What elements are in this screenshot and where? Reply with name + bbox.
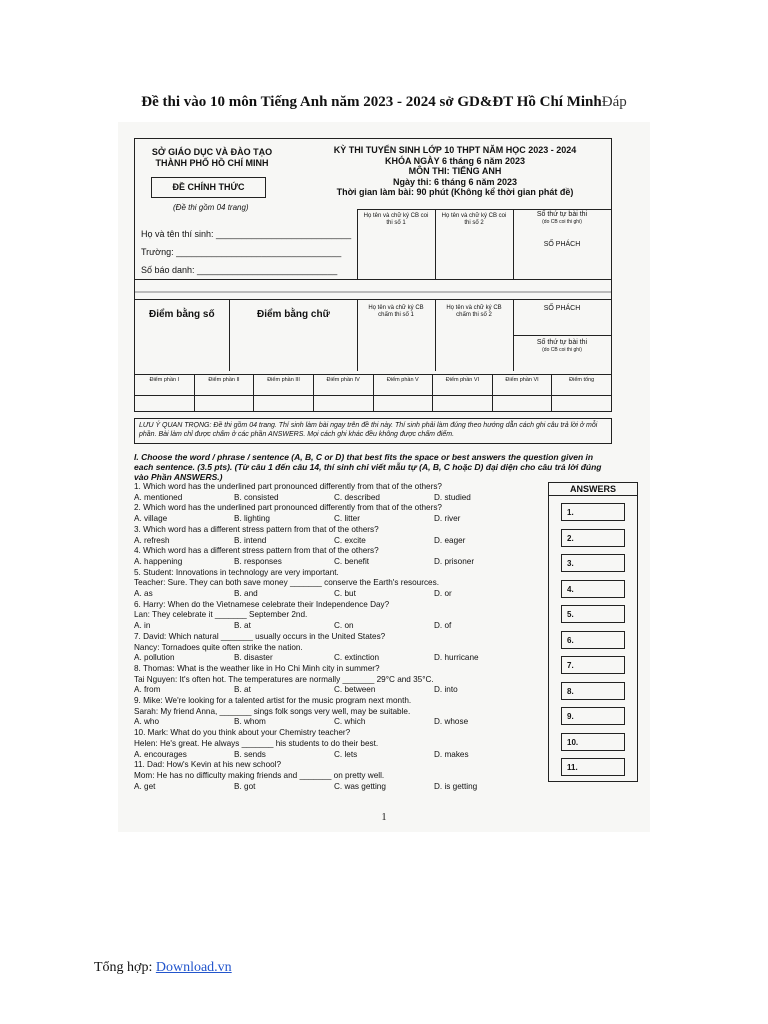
answer-option: C. lets bbox=[334, 749, 358, 759]
answer-option: A. from bbox=[134, 685, 161, 695]
answer-option: A. refresh bbox=[134, 535, 170, 545]
answers-title: ANSWERS bbox=[549, 483, 637, 496]
answer-option: D. whose bbox=[434, 717, 469, 727]
pages-note: (Đề thi gồm 04 trang) bbox=[173, 203, 249, 212]
question-item bbox=[134, 632, 534, 664]
answer-options bbox=[134, 685, 534, 696]
footer-source: Tổng hợp: Download.vn bbox=[94, 960, 232, 975]
answer-option: D. river bbox=[434, 514, 461, 524]
question-item bbox=[134, 696, 534, 728]
question-item bbox=[134, 600, 534, 632]
score-cell: Điểm phần V bbox=[374, 375, 434, 411]
question-item bbox=[134, 546, 534, 567]
score-table bbox=[134, 374, 612, 412]
answer-options bbox=[134, 589, 534, 600]
answer-option: D. hurricane bbox=[434, 653, 479, 663]
question-text: 11. Dad: How's Kevin at his new school? bbox=[134, 760, 282, 770]
answer-option: C. was getting bbox=[334, 781, 386, 791]
question-item bbox=[134, 525, 534, 546]
answers-box bbox=[548, 482, 638, 782]
answer-option: A. in bbox=[134, 621, 151, 631]
answer-box[interactable]: 11. bbox=[561, 758, 625, 776]
answer-options bbox=[134, 514, 534, 525]
question-text: Nancy: Tornadoes quite often strike the nation. bbox=[134, 642, 303, 652]
question-text: 3. Which word has a different stress pattern from that of the others? bbox=[134, 524, 379, 534]
answer-options bbox=[134, 782, 534, 793]
answer-option: D. into bbox=[434, 685, 458, 695]
school-field: Trường: _________________________________ bbox=[141, 247, 342, 257]
answer-box[interactable]: 6. bbox=[561, 631, 625, 649]
answer-options bbox=[134, 750, 534, 761]
supervisor-2-signature: Họ tên và chữ ký CB coi thi số 2 bbox=[441, 213, 507, 226]
answer-box[interactable]: 1. bbox=[561, 503, 625, 521]
answer-option: C. extinction bbox=[334, 653, 380, 663]
question-text: 1. Which word has the underlined part pronounced differently from that of the others? bbox=[134, 482, 442, 491]
answer-option: B. responses bbox=[234, 556, 282, 566]
score-cell: Điểm phần VI bbox=[433, 375, 493, 411]
answer-option: C. but bbox=[334, 589, 356, 599]
score-cell: Điểm phần VI bbox=[493, 375, 553, 411]
candidate-fields bbox=[141, 225, 351, 279]
answer-options bbox=[134, 621, 534, 632]
score-cell: Điểm phần IV bbox=[314, 375, 374, 411]
answer-option: D. is getting bbox=[434, 781, 478, 791]
answer-option: A. mentioned bbox=[134, 492, 183, 502]
score-cell: Điểm phần III bbox=[254, 375, 314, 411]
answer-option: B. at bbox=[234, 685, 251, 695]
answer-option: A. get bbox=[134, 781, 156, 791]
marker-2-signature: Họ tên và chữ ký CB chấm thi số 2 bbox=[446, 305, 502, 318]
answer-option: C. which bbox=[334, 717, 366, 727]
candidate-number-field: Số báo danh: ____________________________ bbox=[141, 265, 338, 275]
answer-option: A. as bbox=[134, 589, 153, 599]
question-text: 10. Mark: What do you think about your Chemistry teacher? bbox=[134, 728, 351, 738]
question-text: 6. Harry: When do the Vietnamese celebrate their Independence Day? bbox=[134, 599, 390, 609]
answer-options bbox=[134, 717, 534, 728]
answer-box[interactable]: 10. bbox=[561, 733, 625, 751]
answer-option: C. litter bbox=[334, 514, 360, 524]
question-list bbox=[134, 482, 534, 792]
answer-option: B. whom bbox=[234, 717, 266, 727]
answer-box[interactable]: 3. bbox=[561, 554, 625, 572]
department-name: SỞ GIÁO DỤC VÀ ĐÀO TẠO THÀNH PHỐ HỒ CHÍ MINH bbox=[151, 147, 273, 168]
score-cell: Điểm phần II bbox=[195, 375, 255, 411]
question-text: Sarah: My friend Anna, _______ sings folk songs very well, may be suitable. bbox=[134, 706, 411, 716]
secret-code-label-2: SỐ PHÁCH bbox=[543, 305, 581, 312]
answer-box[interactable]: 2. bbox=[561, 529, 625, 547]
exam-order-label: Số thứ tự bài thi bbox=[536, 211, 588, 218]
answer-options bbox=[134, 536, 534, 547]
answer-option: B. consisted bbox=[234, 492, 279, 502]
answer-option: D. makes bbox=[434, 749, 469, 759]
answer-option: B. disaster bbox=[234, 653, 273, 663]
score-number-label: Điểm bằng số bbox=[149, 309, 215, 320]
question-item bbox=[134, 568, 534, 600]
question-text: 5. Student: Innovations in technology are very important. bbox=[134, 567, 339, 577]
answer-option: C. benefit bbox=[334, 556, 370, 566]
score-cell: Điểm phần I bbox=[135, 375, 195, 411]
candidate-name-field: Họ và tên thí sinh: ___________________________ bbox=[141, 229, 352, 239]
question-text: 4. Which word has a different stress pattern from that of the others? bbox=[134, 546, 379, 556]
answer-option: A. who bbox=[134, 717, 160, 727]
answer-option: C. excite bbox=[334, 535, 366, 545]
exam-page-scan bbox=[118, 122, 650, 832]
answer-option: D. studied bbox=[434, 492, 471, 502]
answer-option: B. and bbox=[234, 589, 258, 599]
question-item bbox=[134, 728, 534, 760]
exam-header bbox=[134, 138, 612, 396]
exam-order-note-2: (do CB coi thi ghi) bbox=[542, 347, 582, 353]
answer-box[interactable]: 4. bbox=[561, 580, 625, 598]
answer-option: B. got bbox=[234, 781, 256, 791]
answer-box[interactable]: 9. bbox=[561, 707, 625, 725]
important-note: LƯU Ý QUAN TRỌNG: Đề thi gồm 04 trang. Thí sinh làm bài ngay trên đề thi này. Thí sinh phải làm đúng theo hướng dẫn cách ghi câu trả lời ở mỗi phần. Bài làm chỉ được chấm ở các phần ANSWERS. Mọi cách ghi khác đều không được chấm điểm. bbox=[134, 418, 612, 444]
exam-order-note: (do CB coi thi ghi) bbox=[542, 219, 582, 225]
question-item bbox=[134, 482, 534, 503]
question-item bbox=[134, 760, 534, 792]
answer-option: D. or bbox=[434, 589, 452, 599]
official-label: ĐỀ CHÍNH THỨC bbox=[151, 177, 266, 198]
question-text: Mom: He has no difficulty making friends and _______ on pretty well. bbox=[134, 770, 385, 780]
answer-options bbox=[134, 653, 534, 664]
answer-option: B. intend bbox=[234, 535, 267, 545]
answer-option: D. eager bbox=[434, 535, 466, 545]
answer-option: C. on bbox=[334, 621, 354, 631]
marker-1-signature: Họ tên và chữ ký CB chấm thi số 1 bbox=[368, 305, 424, 318]
answer-option: A. encourages bbox=[134, 749, 187, 759]
answer-option: B. sends bbox=[234, 749, 266, 759]
answer-options bbox=[134, 557, 534, 568]
question-text: Helen: He's great. He always _______ his students to do their best. bbox=[134, 738, 379, 748]
score-cell: Điểm tổng bbox=[569, 377, 595, 383]
answer-option: C. between bbox=[334, 685, 376, 695]
question-text: 2. Which word has the underlined part pronounced differently from that of the others? bbox=[134, 503, 442, 513]
question-text: Teacher: Sure. They can both save money _______ conserve the Earth's resources. bbox=[134, 578, 439, 588]
answer-options bbox=[134, 493, 534, 504]
exam-info: KỲ THI TUYỂN SINH LỚP 10 THPT NĂM HỌC 2023 - 2024 KHÓA NGÀY 6 tháng 6 năm 2023 MÔN THI: TIẾNG ANH Ngày thi: 6 tháng 6 năm 2023 Thời gian làm bài: 90 phút (Không kể thời gian phát đề) bbox=[333, 145, 577, 197]
question-item bbox=[134, 503, 534, 524]
answer-option: A. happening bbox=[134, 556, 183, 566]
answer-option: B. at bbox=[234, 621, 251, 631]
answer-option: D. of bbox=[434, 621, 452, 631]
answer-option: A. pollution bbox=[134, 653, 175, 663]
answer-option: B. lighting bbox=[234, 514, 270, 524]
score-word-label: Điểm bằng chữ bbox=[257, 309, 330, 320]
question-text: 8. Thomas: What is the weather like in Ho Chi Minh city in summer? bbox=[134, 663, 380, 673]
question-text: Tai Nguyen: It's often hot. The temperatures are normally _______ 29°C and 35°C. bbox=[134, 674, 434, 684]
answer-option: D. prisoner bbox=[434, 556, 475, 566]
section-instruction: I. Choose the word / phrase / sentence (A, B, C or D) that best fits the space or best answers the question given in each sentence. (3.5 pts). (Từ câu 1 đến câu 14, thí sinh chỉ viết mẫu tự (A, B, C hoặc D) đại diện cho câu trả lời đúng vào Phần ANSWERS.) bbox=[134, 452, 602, 482]
document-title: Đề thi vào 10 môn Tiếng Anh năm 2023 - 2024 sở GD&ĐT Hồ Chí MinhĐáp bbox=[141, 94, 627, 110]
supervisor-1-signature: Họ tên và chữ ký CB coi thi số 1 bbox=[363, 213, 429, 226]
question-text: Lan: They celebrate it _______ September 2nd. bbox=[134, 610, 308, 620]
answer-option: A. village bbox=[134, 514, 168, 524]
answer-option: C. described bbox=[334, 492, 380, 502]
question-item bbox=[134, 664, 534, 696]
question-text: 7. David: Which natural _______ usually occurs in the United States? bbox=[134, 631, 386, 641]
exam-order-label-2: Số thứ tự bài thi bbox=[536, 339, 588, 346]
page-number: 1 bbox=[381, 812, 387, 823]
download-link[interactable]: Download.vn bbox=[155, 960, 232, 975]
secret-code-label: SỐ PHÁCH bbox=[543, 241, 581, 248]
answer-box[interactable]: 5. bbox=[561, 605, 625, 623]
answer-box[interactable]: 8. bbox=[561, 682, 625, 700]
question-text: 9. Mike: We're looking for a talented artist for the music program next month. bbox=[134, 696, 412, 706]
answer-box[interactable]: 7. bbox=[561, 656, 625, 674]
